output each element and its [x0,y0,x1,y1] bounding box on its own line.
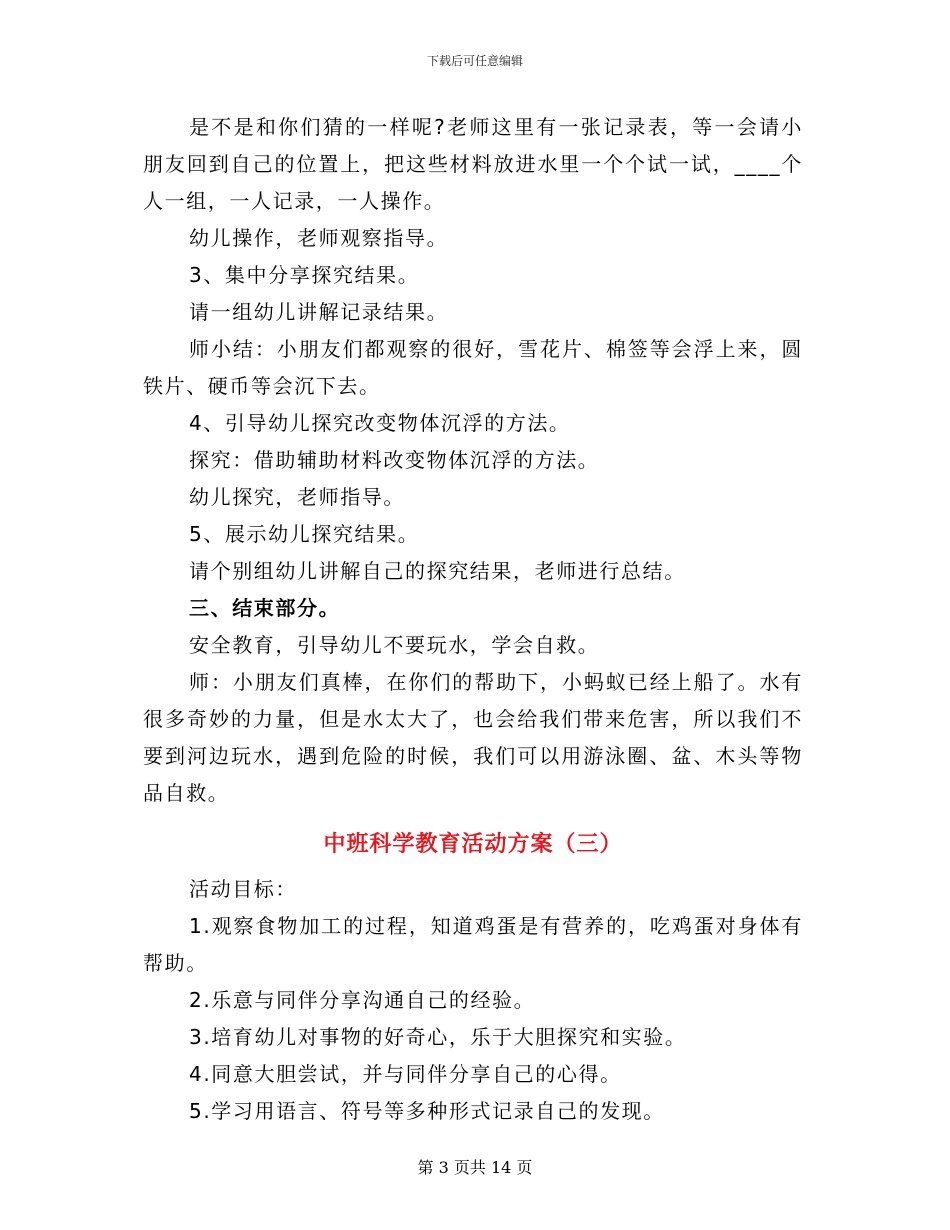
paragraph: 师：小朋友们真棒，在你们的帮助下，小蚂蚁已经上船了。水有很多奇妙的力量，但是水太大了，也会给我们带来危害，所以我们不要到河边玩水，遇到危险的时候，我们可以用游泳圈、盆、木头等物品自救。 [143,670,803,805]
goal-item: 2.乐意与同伴分享沟通自己的经验。 [189,988,536,1012]
page-header: 下载后可任意编辑 [426,54,523,68]
page-footer: 第 3 页共 14 页 [417,1158,533,1177]
section-heading: 三、结束部分。 [189,596,341,620]
paragraph: 师小结：小朋友们都观察的很好，雪花片、棉签等会浮上来，圆铁片、硬币等会沉下去。 [143,337,803,398]
goal-item: 5.学习用语言、符号等多种形式记录自己的发现。 [189,1099,665,1123]
step-heading: 4、引导幼儿探究改变物体沉浮的方法。 [189,411,571,435]
paragraph: 探究：借助辅助材料改变物体沉浮的方法。 [189,448,600,472]
section-title: 中班科学教育活动方案（三） [323,832,623,857]
paragraph: 请一组幼儿讲解记录结果。 [189,300,449,324]
paragraph: 幼儿探究，老师指导。 [189,485,405,509]
goals-label: 活动目标： [189,877,297,901]
step-heading: 3、集中分享探究结果。 [189,263,420,287]
document-body [143,109,803,1130]
paragraph: 安全教育，引导幼儿不要玩水，学会自救。 [189,633,600,657]
paragraph: 请个别组幼儿讲解自己的探究结果，老师进行总结。 [189,559,686,583]
goal-item: 4.同意大胆尝试，并与同伴分享自己的心得。 [189,1062,622,1086]
goal-item: 3.培育幼儿对事物的好奇心，乐于大胆探究和实验。 [189,1025,687,1049]
paragraph: 是不是和你们猜的一样呢?老师这里有一张记录表，等一会请小朋友回到自己的位置上，把这些材料放进水里一个个试一试，____个人一组，一人记录，一人操作。 [143,115,803,213]
step-heading: 5、展示幼儿探究结果。 [189,522,420,546]
paragraph: 幼儿操作，老师观察指导。 [189,226,449,250]
goal-item: 1.观察食物加工的过程，知道鸡蛋是有营养的，吃鸡蛋对身体有帮助。 [143,914,803,975]
